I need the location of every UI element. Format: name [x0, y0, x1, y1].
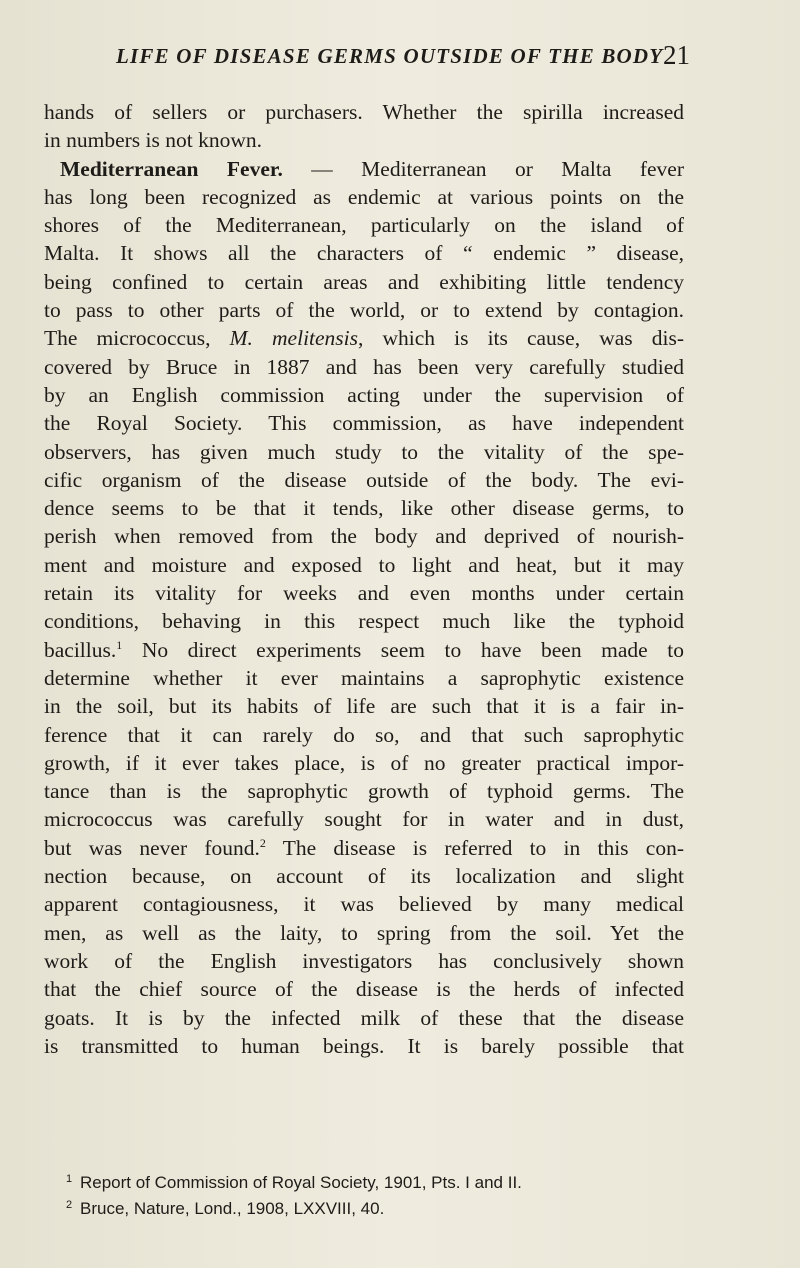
text-line: determine whether it ever maintains a saprophytic existence: [44, 665, 684, 690]
text-fragment: The micrococcus,: [44, 326, 230, 351]
footnote-text: Bruce, Nature, Lond., 1908, LXXVIII, 40.: [80, 1199, 385, 1218]
text-line: is transmitted to human beings. It is barely possible that: [44, 1033, 684, 1058]
text-line: perish when removed from the body and deprived of nourish-: [44, 524, 684, 549]
text-line: being confined to certain areas and exhibiting little tendency: [44, 269, 684, 294]
text-line: tance than is the saprophytic growth of typhoid germs. The: [44, 779, 684, 804]
text-line: in the soil, but its habits of life are such that it is a fair in-: [44, 694, 684, 719]
text-line: ference that it can rarely do so, and that such saprophytic: [44, 722, 684, 747]
text-line: that the chief source of the disease is the herds of infected: [44, 977, 684, 1002]
body-text: [44, 98, 684, 1060]
text-fragment: bacillus.: [44, 637, 117, 662]
text-line-with-footnote-ref: [44, 636, 684, 664]
text-fragment: No direct experiments seem to have been made to: [122, 637, 684, 662]
text-fragment: but was never found.: [44, 835, 260, 860]
text-line: work of the English investigators has conclusively shown: [44, 948, 684, 973]
text-line: in numbers is not known.: [44, 128, 262, 153]
footnote: [66, 1168, 686, 1194]
text-line-with-species: [44, 324, 684, 352]
text-line: conditions, behaving in this respect much like the typhoid: [44, 609, 684, 634]
footnotes: [66, 1168, 686, 1220]
text-fragment: , which is its cause, was dis-: [358, 326, 684, 351]
text-line: men, as well as the laity, to spring from the soil. Yet the: [44, 920, 684, 945]
footnote-ref[interactable]: 2: [259, 835, 266, 850]
footnote-text: Report of Commission of Royal Society, 1901, Pts. I and II.: [80, 1173, 522, 1192]
text-line: micrococcus was carefully sought for in water and in dust,: [44, 807, 684, 832]
footnote-mark: 2: [66, 1199, 73, 1211]
section-heading: Mediterranean Fever.: [60, 156, 283, 181]
paragraph-start-line: [44, 155, 684, 183]
text-fragment: The disease is referred to in this con-: [265, 835, 684, 860]
footnote-ref[interactable]: 1: [116, 637, 123, 652]
text-line: apparent contagiousness, it was believed by many medical: [44, 892, 684, 917]
text-line: nection because, on account of its localization and slight: [44, 864, 684, 889]
running-head: [100, 40, 690, 80]
text-line: to pass to other parts of the world, or to extend by contagion.: [44, 298, 684, 323]
text-line: Malta. It shows all the characters of “ endemic ” disease,: [44, 241, 684, 266]
text-line: growth, if it ever takes place, is of no greater practical impor-: [44, 750, 684, 775]
text-line-with-footnote-ref: [44, 834, 684, 862]
species-name: M. melitensis: [229, 326, 359, 351]
text-line: covered by Bruce in 1887 and has been very carefully studied: [44, 354, 684, 379]
footnote-mark: 1: [66, 1173, 73, 1185]
text-line: observers, has given much study to the vitality of the spe-: [44, 439, 684, 464]
text-line-rest: — Mediterranean or Malta fever: [282, 156, 684, 181]
text-line: the Royal Society. This commission, as have independent: [44, 411, 684, 436]
text-line: retain its vitality for weeks and even months under certain: [44, 581, 684, 606]
text-line: shores of the Mediterranean, particularly on the island of: [44, 213, 684, 238]
text-line: by an English commission acting under the supervision of: [44, 382, 684, 407]
page-number: 21: [663, 40, 690, 70]
text-line: hands of sellers or purchasers. Whether the spirilla increased: [44, 100, 684, 124]
running-title: LIFE OF DISEASE GERMS OUTSIDE OF THE BODY: [116, 44, 664, 68]
text-line: dence seems to be that it tends, like other disease germs, to: [44, 496, 684, 521]
footnote: [66, 1194, 686, 1220]
text-line: goats. It is by the infected milk of these that the disease: [44, 1005, 684, 1030]
text-line: ment and moisture and exposed to light and heat, but it may: [44, 552, 684, 577]
text-line: cific organism of the disease outside of the body. The evi-: [44, 467, 684, 492]
text-line: has long been recognized as endemic at various points on the: [44, 184, 684, 209]
